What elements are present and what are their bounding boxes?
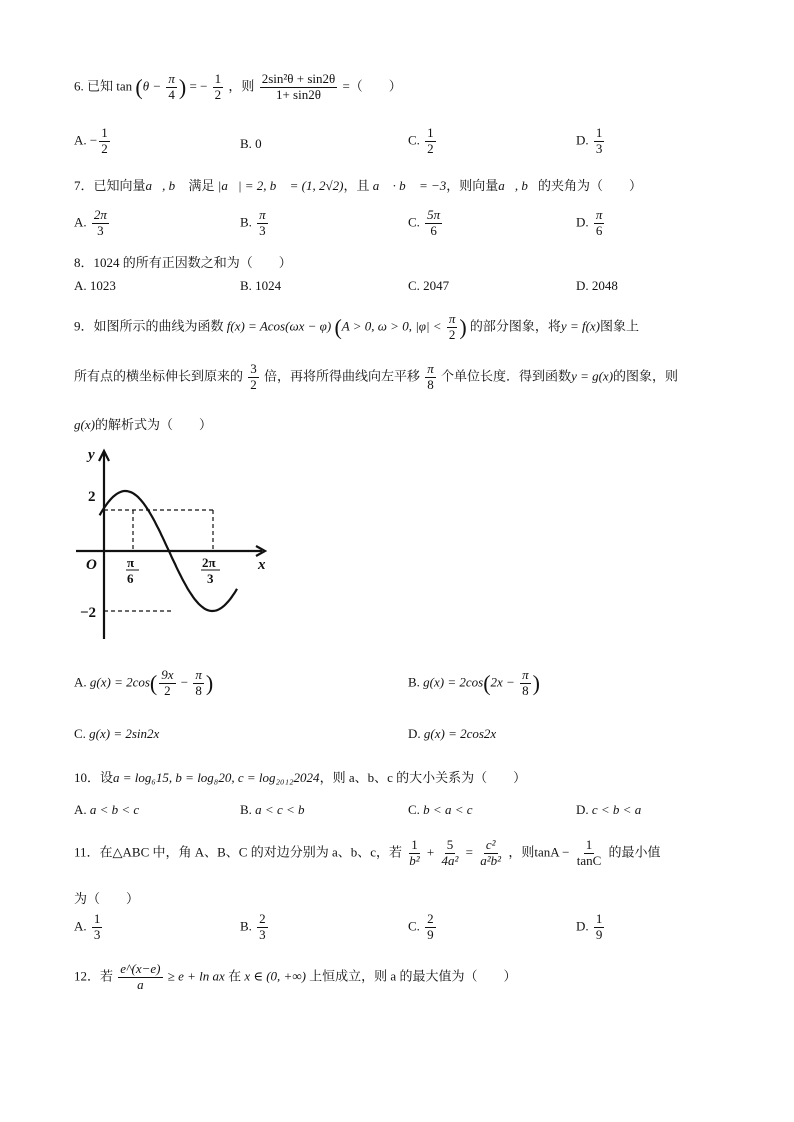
q7-option-d[interactable]: D. $\frac{\pi}{6}$ [576, 207, 603, 238]
q8-option-d[interactable]: D. 2048 [576, 278, 618, 293]
question-11-line1: 11．在△ABC 中，角 A、B、C 的对边分别为 a、b、c，若 $\frac{1}{\text{b²}}$ + $\frac{5}{\text{4a²}}$ = $\frac{\text{c²}}{\text{a²b²}}$ ，则tanA − $\frac{1}{\tan C}$ 的最小值 [74, 837, 661, 868]
x-tick-pi6-num: π [127, 555, 135, 570]
question-9-line3: g(x)的解析式为（ ） [74, 417, 212, 432]
y-tick-neg2: −2 [80, 605, 97, 621]
question-8-stem: 8．1024 的所有正因数之和为（ ） [74, 255, 292, 270]
q10-option-c[interactable]: C. b < a < c [408, 802, 473, 817]
q6-option-b[interactable]: B. 0 [240, 136, 262, 151]
q10-option-a[interactable]: A. a < b < c [74, 802, 140, 817]
q9-option-a[interactable]: A. g(x) = 2cos( $\frac{9x}{2}$ − $\frac{\pi}{8}$ ) [74, 667, 214, 698]
x-tick-2pi3-den: 3 [207, 571, 214, 586]
origin-label: O [86, 557, 97, 573]
question-6-stem: 6. 已知 tan (θ − $\frac{\pi}{4}$ ) = − $\frac{1}{2}$ ，则 $\frac{\text{2sin²θ + sin2θ}}{1+ \sin 2\theta}$ =（ ） [74, 71, 402, 102]
q11-option-a[interactable]: A. $\frac{1}{3}$ [74, 911, 101, 942]
q9-cosine-graph [70, 445, 280, 645]
q8-option-c[interactable]: C. 2047 [408, 278, 450, 293]
q11-option-d[interactable]: D. $\frac{1}{9}$ [576, 911, 603, 942]
question-7-stem: 7．已知向量a⃗, b⃗ 满足 |a⃗| = 2, b⃗ = (1, 2√2)，且 a⃗ · b⃗ = −3，则向量a⃗, b⃗的夹角为（ ） [74, 178, 643, 193]
question-10-stem: 10．设a = log₆15, b = log₈20, c = log₂₀₁₂2024，则 a、b、c 的大小关系为（ ） [74, 770, 527, 785]
q7-option-a[interactable]: A. $\frac{2\pi}{3}$ [74, 207, 107, 238]
q9-option-c[interactable]: C. g(x) = 2sin2x [74, 726, 160, 741]
question-9-line2: 所有点的横坐标伸长到原来的 $\frac{3}{2}$ 倍，再将所得曲线向左平移 $\frac{\pi}{8}$ 个单位长度．得到函数y = g(x)的图象，则 [74, 361, 679, 392]
q9-option-b[interactable]: B. g(x) = 2cos(2x − $\frac{\pi}{8}$ ) [408, 667, 540, 698]
q9-option-d[interactable]: D. g(x) = 2cos2x [408, 726, 497, 741]
q7-option-b[interactable]: B. $\frac{\pi}{3}$ [240, 207, 266, 238]
x-tick-pi6-den: 6 [127, 571, 134, 586]
y-axis-label: y [88, 447, 95, 463]
q8-option-b[interactable]: B. 1024 [240, 278, 282, 293]
q11-option-c[interactable]: C. $\frac{2}{9}$ [408, 911, 434, 942]
q10-option-d[interactable]: D. c < b < a [576, 802, 642, 817]
q11-option-b[interactable]: B. $\frac{2}{3}$ [240, 911, 266, 942]
question-12-stem: 12．若 $\frac{e\^{}(x-e)}{a}$ ≥ e + ln ax 在 x ∈ (0, +∞) 上恒成立，则 a 的最大值为（ ） [74, 961, 517, 992]
question-11-line2: 为（ ） [74, 891, 140, 906]
q8-option-a[interactable]: A. 1023 [74, 278, 116, 293]
q10-option-b[interactable]: B. a < c < b [240, 802, 305, 817]
question-9-line1: 9．如图所示的曲线为函数 f(x) = Acos(ωx − φ) (A > 0, ω > 0, |φ| < $\frac{\pi}{2}$ ) 的部分图象，将y = f(x)图象上 [74, 311, 640, 342]
x-axis-label: x [258, 557, 266, 573]
q6-option-c[interactable]: C. $\frac{1}{2}$ [408, 125, 434, 156]
x-tick-2pi3-num: 2π [202, 555, 216, 570]
q6-option-a[interactable]: A. − $\frac{1}{2}$ [74, 125, 108, 156]
q7-option-c[interactable]: C. $\frac{5\pi}{6}$ [408, 207, 441, 238]
q6-option-d[interactable]: D. $\frac{1}{3}$ [576, 125, 603, 156]
y-tick-2: 2 [88, 489, 96, 505]
